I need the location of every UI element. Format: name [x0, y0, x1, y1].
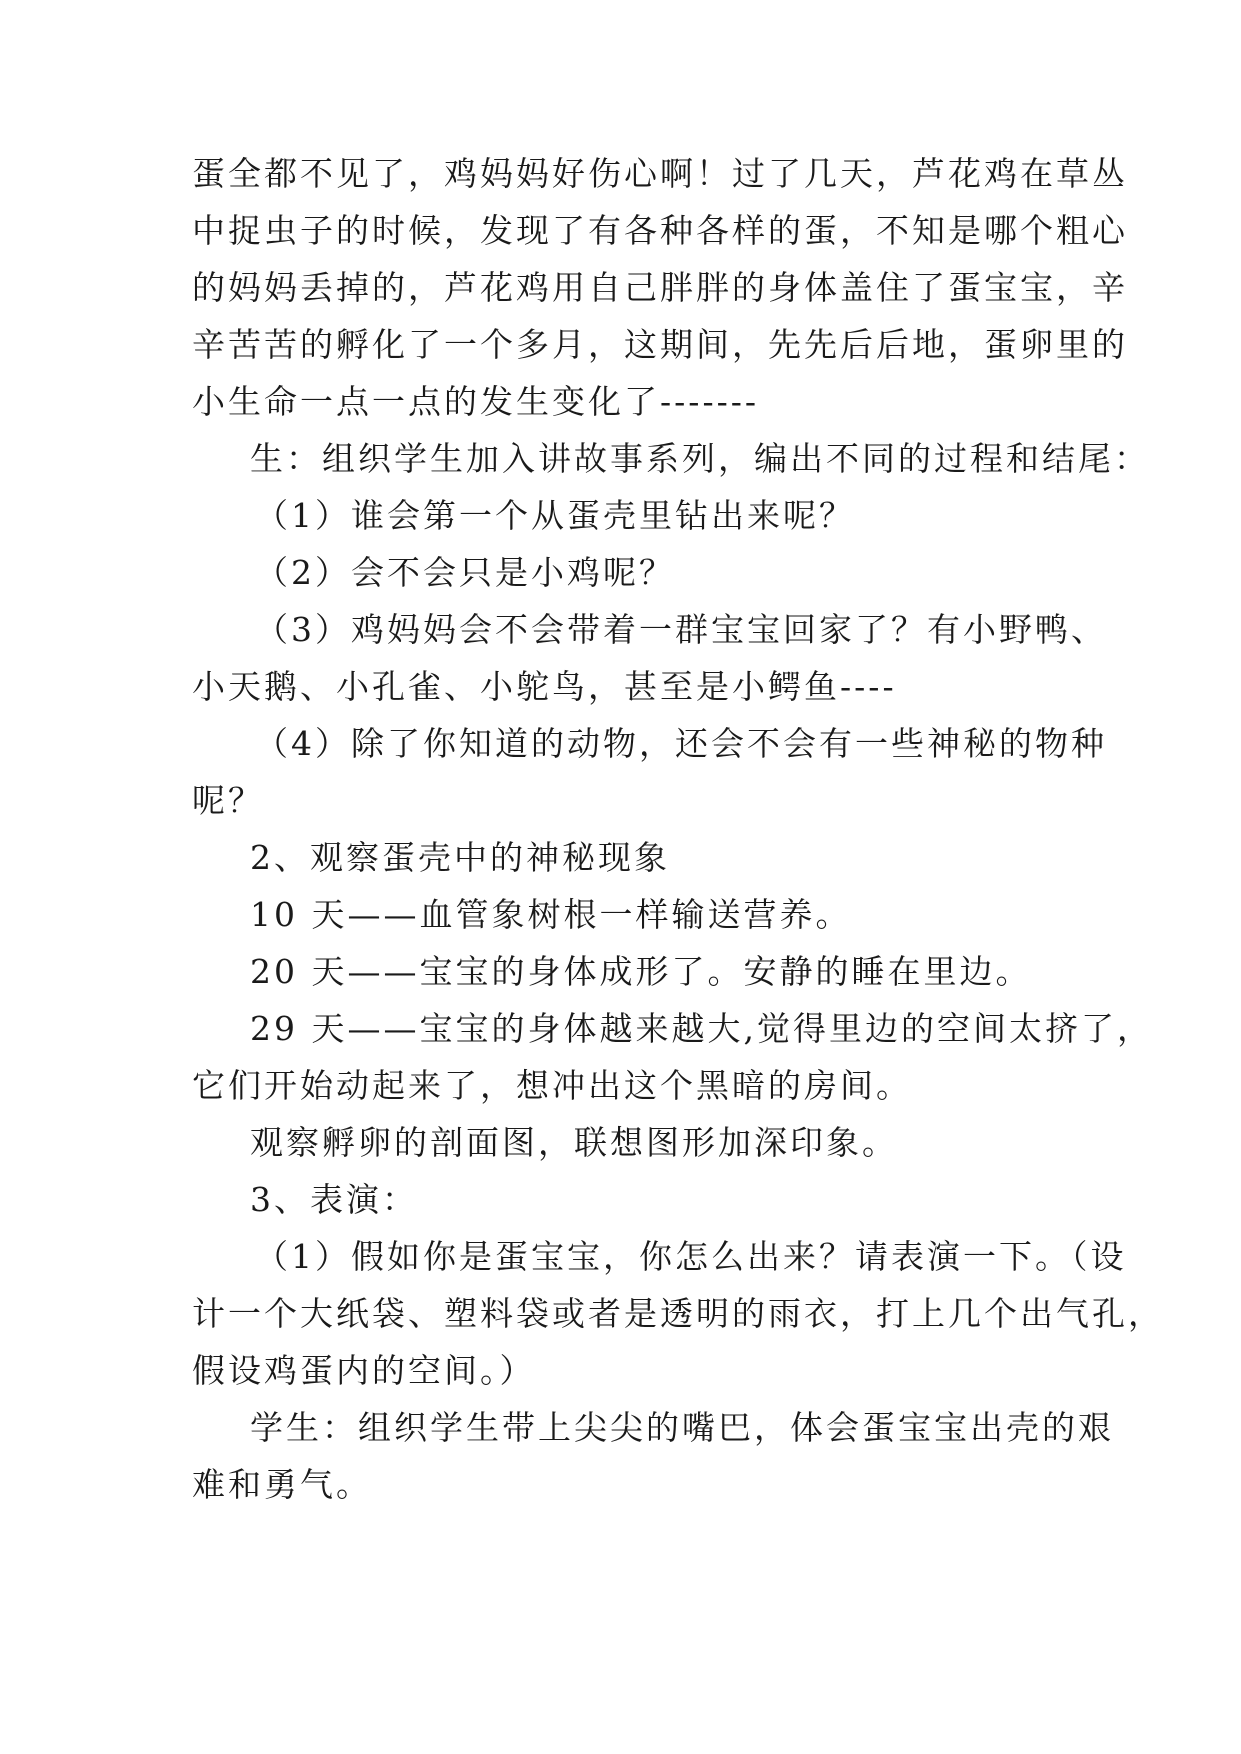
- text-line: 假设鸡蛋内的空间。）: [192, 1351, 536, 1390]
- text-line: （2）会不会只是小鸡呢？: [255, 553, 675, 592]
- text-line: （1）谁会第一个从蛋壳里钻出来呢？: [255, 496, 855, 535]
- section-heading: 3、表演：: [250, 1180, 418, 1219]
- text-line: 10 天——血管象树根一样输送营养。: [250, 895, 852, 934]
- text-line: 生：组织学生加入讲故事系列，编出不同的过程和结尾：: [250, 439, 1150, 478]
- section-heading: 2、观察蛋壳中的神秘现象: [250, 838, 670, 877]
- text-line: （1）假如你是蛋宝宝，你怎么出来？请表演一下。（设: [255, 1237, 1127, 1276]
- text-line: 的妈妈丢掉的，芦花鸡用自己胖胖的身体盖住了蛋宝宝，辛: [192, 268, 1128, 307]
- text-line: 蛋全都不见了，鸡妈妈好伤心啊！过了几天，芦花鸡在草丛: [192, 154, 1128, 193]
- text-line: 小天鹅、小孔雀、小鸵鸟，甚至是小鳄鱼----: [192, 667, 897, 706]
- text-line: 它们开始动起来了，想冲出这个黑暗的房间。: [192, 1066, 912, 1105]
- text-line: （3）鸡妈妈会不会带着一群宝宝回家了？有小野鸭、: [255, 610, 1107, 649]
- text-line: 观察孵卵的剖面图，联想图形加深印象。: [250, 1123, 898, 1162]
- text-line: 小生命一点一点的发生变化了-------: [192, 382, 760, 421]
- text-line: 辛苦苦的孵化了一个多月，这期间，先先后后地，蛋卵里的: [192, 325, 1128, 364]
- text-line: 计一个大纸袋、塑料袋或者是透明的雨衣，打上几个出气孔，: [192, 1294, 1164, 1333]
- text-line: （4）除了你知道的动物，还会不会有一些神秘的物种: [255, 724, 1107, 763]
- text-line: 中捉虫子的时候，发现了有各种各样的蛋，不知是哪个粗心: [192, 211, 1128, 250]
- text-line: 20 天——宝宝的身体成形了。安静的睡在里边。: [250, 952, 1032, 991]
- text-line: 学生：组织学生带上尖尖的嘴巴，体会蛋宝宝出壳的艰: [250, 1408, 1114, 1447]
- text-line: 呢？: [192, 781, 264, 820]
- text-line: 难和勇气。: [192, 1465, 372, 1504]
- text-line: 29 天——宝宝的身体越来越大,觉得里边的空间太挤了，: [250, 1009, 1153, 1048]
